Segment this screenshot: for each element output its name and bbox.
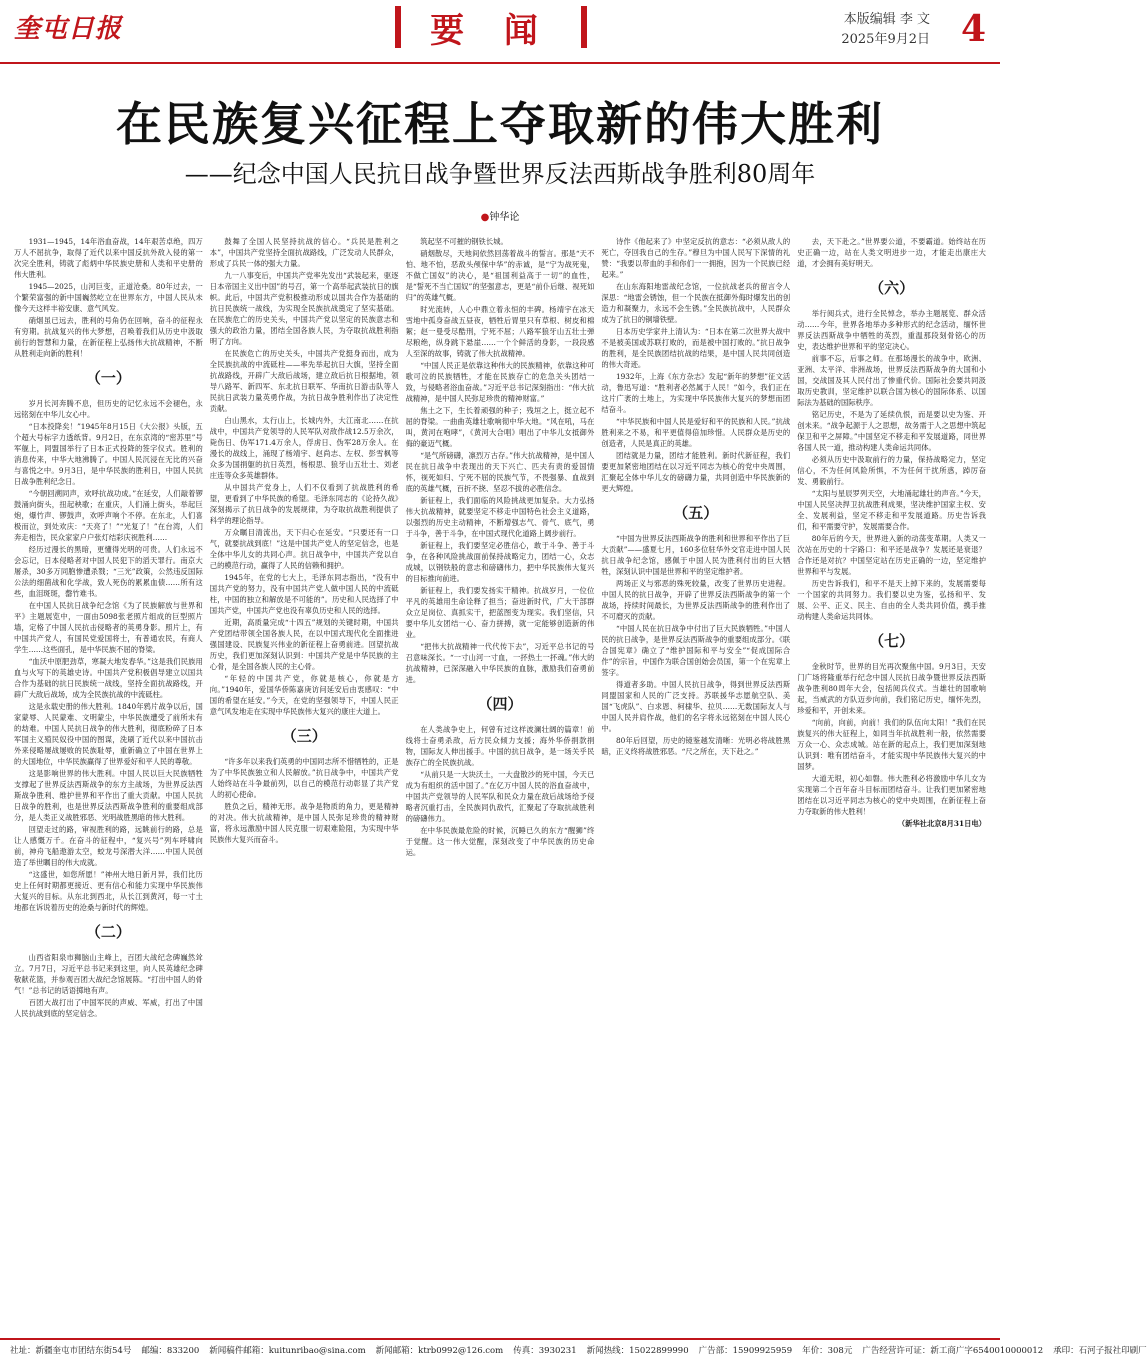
paragraph: 历史告诉我们，和平不是天上掉下来的，发展需要每一个国家的共同努力。我们要以史为鉴，弘扬和平、发展、公平、正义、民主、自由的全人类共同价值，携手推动构建人类命运共同体。 [797, 579, 986, 621]
paragraph: 近期，高质量完成“十四五”规划的关键时期，中国共产党团结带领全国各族人民，在以中国式现代化全面推进强国建设、民族复兴伟业的新征程上奋勇前进。回望抗战历史，我们更加深刻认识到：中国共产党是中华民族的主心骨，是全国各族人民的主心骨。 [209, 618, 399, 671]
section-heading: （七） [869, 632, 915, 650]
paragraph: 在民族危亡的历史关头，中国共产党挺身而出，成为全民族抗战的中流砥柱——率先举起抗日大旗，坚持全面抗战路线，开辟广大敌后战场，建立敌后抗日根据地，领导八路军、新四军、东北抗日联军、华南抗日游击队等人民抗日武装力量英勇作战，为抗日战争胜利作出了决定性贡献。 [209, 349, 399, 413]
section-heading: （四） [477, 695, 523, 713]
footer-item: 年价：308元 [802, 1346, 853, 1356]
paragraph: 万众瞩目清流出，天下归心在延安。“只要还有一口气，就要抗战到底！”这是中国共产党人的坚定信念，也是全体中华儿女的共同心声。抗日战争中，中国共产党以自己的模范行动，赢得了人民的信赖和拥护。 [209, 528, 399, 570]
paragraph: 胜负之后，精神无形。战争是物质的角力，更是精神的对决。伟大抗战精神，是中国人民弥足珍贵的精神财富，将永远激励中国人民克服一切艰难险阻，为实现中华民族伟大复兴而奋斗。 [209, 802, 399, 844]
section-heading: （三） [281, 727, 327, 745]
paragraph: “太阳与星辰罗列天空，大地涌起雄壮的声音。”今天，中国人民坚决捍卫抗战胜利成果，坚决维护国家主权、安全、发展利益，坚定不移走和平发展道路。历史告诉我们，和平需要守护，发展需要合作。 [797, 489, 986, 531]
paragraph: 在人类战争史上，何曾有过这样波澜壮阔的篇章！前线将士奋勇杀敌，后方民众倾力支援；海外华侨捐款捐物，国际友人伸出援手。中国的抗日战争，是一场关乎民族存亡的全民族抗战。 [405, 725, 595, 767]
paragraph: “从前只是一大块沃土，一大盘散沙的死中国，今天已成为有组织的活中国了。”在亿万中国人民的浴血奋战中，中国共产党领导的人民军队和民众力量在敌后战场给予侵略者沉重打击，全民族同仇敌忾，汇聚起了夺取抗战胜利的磅礴伟力。 [405, 770, 595, 823]
page-number: 4 [960, 8, 986, 50]
paragraph: 新征程上，我们要坚定必胜信心，敢于斗争、善于斗争，在各种风险挑战面前保持战略定力，团结一心，众志成城，以钢铁般的意志和磅礴伟力，把中华民族伟大复兴的目标推向前进。 [405, 541, 595, 583]
paragraph: 前事不忘，后事之师。在那场漫长的战争中，欧洲、亚洲、太平洋、非洲战场，世界反法西斯战争的大国和小国，交战国及其人民付出了惨重代价。国际社会要共同汲取历史教训，坚定维护以联合国为核心的国际体系、以国际法为基础的国际秩序。 [797, 354, 986, 407]
paragraph: 铭记历史，不是为了延续仇恨，而是要以史为鉴、开创未来。“战争起源于人之思想，故务需于人之思想中筑起保卫和平之屏障。”中国坚定不移走和平发展道路，同世界各国人民一道，推动构建人类命运共同体。 [797, 410, 986, 452]
paragraph: 这是影响世界的伟大胜利。中国人民以巨大民族牺牲支撑起了世界反法西斯战争的东方主战场，为世界反法西斯战争胜利、维护世界和平作出了重大贡献。中国人民抗日战争的胜利，也是世界反法西斯战争胜利的重要组成部分，是人类正义战胜邪恶、光明战胜黑暗的伟大胜利。 [14, 769, 203, 822]
paragraph: 白山黑水，太行山上，长城内外，大江南北……在抗战中，中国共产党领导的人民军队对敌作战12.5万余次，毙伤日、伪军171.4万余人，俘虏日、伪军28万余人。在漫长的战线上，涌现了杨靖宇、赵尚志、左权、彭雪枫等众多为国捐躯的抗日英烈，杨根思、狼牙山五壮士、刘老庄连等众多英雄群体。 [209, 416, 399, 480]
section-heading: （六） [869, 279, 915, 297]
paragraph: 80年后的今天，世界进入新的动荡变革期。人类又一次站在历史的十字路口：和平还是战争？发展还是衰退？合作还是对抗？中国坚定站在历史正确的一边，坚定维护世界和平与发展。 [797, 534, 986, 576]
text-column-2 [210, 236, 399, 1328]
paragraph: 金秋时节，世界的目光再次聚焦中国。9月3日，天安门广场将隆重举行纪念中国人民抗日战争暨世界反法西斯战争胜利80周年大会，包括阅兵仪式。当雄壮的国歌响起，当威武的方队迈步向前，我们铭记历史，缅怀先烈，珍爱和平，开创未来。 [797, 662, 986, 715]
byline-dot-icon: ● [480, 212, 490, 223]
paragraph: “这盛世，如您所愿！”神州大地日新月异，我们比历史上任何时期都更接近、更有信心和能力实现中华民族伟大复兴的目标。从东北到西北，从长江到黄河，每一寸土地都在诉说着历史的沧桑与新时代的辉煌。 [14, 870, 203, 912]
paragraph: 新征程上，我们要发扬实干精神。抗战岁月，一位位平凡的英雄用生命诠释了担当；奋进新时代，广大干部群众立足岗位、真抓实干，把蓝图变为现实。我们坚信，只要中华儿女团结一心、奋力拼搏，就一定能够创造新的伟业。 [405, 586, 595, 639]
section-heading: （一） [85, 369, 131, 387]
editor-info [841, 10, 930, 50]
paragraph: “是气所磅礴，凛烈万古存。”伟大抗战精神，是中国人民在抗日战争中表现出的天下兴亡、匹夫有责的爱国情怀，视死如归、宁死不屈的民族气节，不畏强暴、血战到底的英雄气概，百折不挠、坚忍不拔的必胜信念。 [405, 451, 595, 493]
paragraph: 日本历史学家井上清认为：“日本在第二次世界大战中不是被美国或苏联打败的，而是被中国打败的。”抗日战争的胜利，是全民族团结抗战的结果，是中国人民共同创造的伟大奇迹。 [601, 327, 791, 369]
section-heading: （二） [85, 923, 131, 941]
paragraph: “血沃中原肥劲草，寒凝大地发春华。”这是我们民族用血与火写下的英雄史诗。中国共产党积极倡导建立以国共合作为基础的抗日民族统一战线，坚持全面抗战路线，开辟广大敌后战场，成为全民族抗战的中流砥柱。 [14, 657, 203, 699]
text-column-3 [406, 236, 595, 1328]
paragraph: 回望走过的路，审视胜利的路，远眺前行的路，总是让人感慨万千。在奋斗的征程中，“复兴号”列车呼啸向前，神舟飞船遨游太空，蛟龙号深潜大洋……中国人民创造了举世瞩目的伟大成就。 [14, 825, 203, 867]
paragraph: 80年后回望，历史的镜鉴越发清晰：光明必将战胜黑暗，正义终将战胜邪恶。“尺之所在，天下赴之。” [601, 736, 791, 756]
footer-item: 承印：石河子报社印刷厂 [1053, 1346, 1147, 1356]
paragraph: 在中国人民抗日战争纪念馆《为了民族解放与世界和平》主题展览中，一面由5098张老照片组成的巨型照片墙，定格了中国人民抗击侵略者的英勇身影。照片上，有中国共产党人，有国民党爱国将士，有普通农民，有商人学生……这些面孔，是中华民族不屈的脊梁。 [14, 601, 203, 654]
paragraph: “年轻的中国共产党，你就是核心，你就是方向。”1940年，爱国华侨陈嘉庚访问延安后由衷感叹：“中国的希望在延安。”今天，在党的坚强领导下，中国人民正意气风发地走在实现中华民族伟大复兴的康庄大道上。 [209, 674, 399, 716]
paragraph: 筑起坚不可摧的钢铁长城。 [420, 237, 508, 246]
paragraph: 诗作《他起来了》中坚定反抗的意志：“必须从敌人的死亡，夺回我自己的生存。”穆旦为中国人民写下深情的礼赞：“我要以带血的手和你们一一拥抱，因为一个民族已经起来。” [601, 237, 791, 279]
paragraph: “向前，向前，向前！我们的队伍向太阳！”我们在民族复兴的伟大征程上，如同当年抗战胜利一般，依然需要万众一心、众志成城。站在新的起点上，我们更加深刻地认识到：唯有团结奋斗，才能实现中华民族伟大复兴的中国梦。 [797, 718, 986, 771]
footer-item: 社址：新疆奎屯市团结东街54号 [10, 1346, 132, 1356]
paper-name: 奎屯日报 [14, 14, 123, 44]
footer-item: 新闻稿件邮箱：kuitunribao@sina.com [209, 1346, 366, 1356]
paragraph: 两场正义与邪恶的殊死较量，改变了世界历史进程。中国人民的抗日战争，开辟了世界反法西斯战争的第一个战场，持续时间最长，为世界反法西斯战争的胜利作出了不可磨灭的贡献。 [601, 579, 791, 621]
paragraph: “许多年以来我们英勇的中国同志所不惜牺牲的，正是为了中华民族独立和人民解放。”抗日战争中，中国共产党人始终站在斗争最前列，以自己的模范行动彰显了共产党人的初心使命。 [209, 757, 399, 799]
section-label: 要 闻 [430, 10, 552, 51]
footer-item: 广告经营许可证：新工商广字6540010000012 [862, 1346, 1044, 1356]
paragraph: 经历过漫长的黑暗，更懂得光明的可贵。人们永远不会忘记，日本侵略者对中国人民犯下的滔天罪行。南京大屠杀，30多万同胞惨遭杀戮；“三光”政策，公然违反国际公法的细菌战和化学战，致人死伤的累累血债……所有这些，血泪斑斑，罄竹难书。 [14, 545, 203, 598]
article-subtitle: ——纪念中国人民抗日战争暨世界反法西斯战争胜利80周年 [184, 160, 816, 188]
paragraph: 鼓舞了全国人民坚持抗战的信心。“兵民是胜利之本”，中国共产党坚持全面抗战路线，广泛发动人民群众，形成了兵民一体的强大力量。 [209, 237, 399, 268]
paragraph: “日本投降矣！”1945年8月15日《大公报》头版，五个超大号标字力透纸背。9月2日，在东京湾的“密苏里”号军舰上，同盟国举行了日本正式投降的签字仪式。胜利的消息传来，中华大地沸腾了。中国人民沉浸在无比的兴奋与喜悦之中。9月3日，是中华民族的胜利日，中国人民抗日战争胜利纪念日。 [14, 422, 203, 486]
paragraph: “中国人民在抗日战争中付出了巨大民族牺牲。”中国人民的抗日战争，是世界反法西斯战争的重要组成部分。《联合国宪章》确立了“维护国际和平与安全”“促成国际合作”的宗旨，中国作为联合国创始会员国，第一个在宪章上签字。 [601, 624, 791, 677]
paragraph: 举行阅兵式，进行全民悼念，举办主题展览、群众活动……今年，世界各地举办多种形式的纪念活动，缅怀世界反法西斯战争中牺牲的英烈，重温那段刻骨铭心的历史，表达维护世界和平的坚定决心。 [797, 309, 986, 351]
paragraph: 硝烟散尽，天地间依然回荡着战斗的誓言。那是“天不怕、地不怕，恶敌头颅保中华”的赤诚，是“宁为战死鬼，不做亡国奴”的决心，是“祖国利益高于一切”的血性，是“誓死不当亡国奴”的坚强意志，更是“前仆后继、视死如归”的英雄气概。 [405, 249, 595, 302]
article-title: 在民族复兴征程上夺取新的伟大胜利 [116, 97, 884, 151]
footer-item: 邮编：833200 [141, 1346, 200, 1356]
paragraph: 在中华民族最危险的时候，沉睡已久的东方“醒狮”终于觉醒。这一伟大觉醒，深刻改变了中华民族的历史命运。 [405, 826, 595, 857]
paragraph: 得道者多助。中国人民抗日战争，得到世界反法西斯同盟国家和人民的广泛支持。苏联援华志愿航空队、美国“飞虎队”、白求恩、柯棣华、拉贝……无数国际友人与中国人民并肩作战，他们的名字将永远铭刻在中国人民心中。 [601, 680, 791, 733]
paragraph: 必须从历史中汲取前行的力量，保持战略定力，坚定信心，不为任何风险所惧，不为任何干扰所惑，踔厉奋发、勇毅前行。 [797, 455, 986, 486]
footer-item: 新闻邮箱：ktrb0992@126.com [375, 1346, 504, 1356]
dateline: （新华社北京8月31日电） [897, 819, 986, 828]
footer-item: 传真：3930231 [513, 1346, 577, 1356]
footer [0, 1338, 1147, 1364]
text-column-1 [14, 236, 203, 1328]
paragraph: 新征程上，我们面临的风险挑战更加复杂。大力弘扬伟大抗战精神，就要坚定不移走中国特色社会主义道路，以强烈的历史主动精神，不断增强志气、骨气、底气，勇于斗争，善于斗争，在中国式现代化道路上阔步前行。 [405, 496, 595, 538]
section-heading: （五） [673, 504, 719, 522]
byline [0, 208, 1000, 223]
paragraph: 硝烟虽已远去，胜利的号角仍在回响，奋斗的征程永有穷期。抗战复兴的伟大梦想，召唤着我们从历史中汲取前行的智慧和力量，在新征程上弘扬伟大抗战精神，不断从胜利走向新的胜利！ [14, 316, 203, 358]
paragraph: 去，天下赴之。”世界要公道，不要霸道。始终站在历史正确一边，站在人类文明进步一边，才能走出康庄大道，才会拥有美好明天。 [797, 237, 986, 268]
text-column-4 [601, 236, 790, 1328]
section-label-box [395, 6, 587, 51]
text-column-5 [797, 236, 986, 1328]
paragraph: 百团大战打出了中国军民的声威、军威，打出了中国人民抗战到底的坚定信念。 [14, 998, 203, 1018]
top-rule [0, 62, 1000, 64]
paragraph: 1945—2025，山河巨变，正道沧桑。80年过去，一个繁荣富强的新中国巍然屹立在世界东方，中国人民从未像今天这样丰裕安康、意气风发。 [14, 282, 203, 313]
footer-item: 广告部：15909925959 [698, 1346, 793, 1356]
paragraph: 九一八事变后，中国共产党率先发出“武装起来，驱逐日本帝国主义出中国”的号召，第一个高举起武装抗日的旗帜。此后，中国共产党积极推动形成以国共合作为基础的抗日民族统一战线，为实现全民族抗战奠定了坚实基础。在民族危亡的历史关头，中国共产党以坚定的民族意志和强大的政治力量，团结全国各族人民，为夺取抗战胜利指明了方向。 [209, 271, 399, 346]
issue-date: 2025年9月2日 [841, 32, 930, 47]
paragraph: “中国为世界反法西斯战争的胜利和世界和平作出了巨大贡献”——盛夏七月，160多位驻华外交官走进中国人民抗日战争纪念馆，感佩于中国人民为胜利付出的巨大牺牲，深刻认识中国是世界和平的坚定维护者。 [601, 534, 791, 576]
editor-name: 本版编辑 李 文 [843, 12, 930, 27]
paragraph: “今朝回溯同声，欢呼抗战功成。”在延安，人们敲着锣鼓涌向街头，扭起秧歌；在重庆，人们涌上街头，举起巨炮，爆竹声、锣鼓声，欢呼声响个不停。在东北，人们喜极而泣，到处欢庆：“天亮了！”“光复了！”在台湾，人们奔走相告，民众家家户户张灯结彩庆祝胜利…… [14, 489, 203, 542]
paragraph: 在山东海阳地雷战纪念馆，一位抗战老兵的留言令人深思：“地雷会锈蚀，但一个民族在抵御外侮时爆发出的创造力和凝聚力，永远不会生锈。”全民族抗战中，人民群众成为了抗日的铜墙铁壁。 [601, 282, 791, 324]
article-body [14, 236, 986, 1328]
paragraph: 大道无垠，初心如磐。伟大胜利必将激励中华儿女为实现第二个百年奋斗目标而团结奋斗。让我们更加紧密地团结在以习近平同志为核心的党中央周围，在新征程上奋力夺取新的伟大胜利！ [797, 774, 986, 816]
paragraph: 1945年，在党的七大上，毛泽东同志指出，“没有中国共产党的努力，没有中国共产党人做中国人民的中流砥柱，中国的独立和解放是不可能的”。历史和人民选择了中国共产党，中国共产党也没有辜负历史和人民的选择。 [209, 573, 399, 615]
paragraph: 1931—1945，14年浴血奋战，14年艰苦卓绝，四万万人不屈抗争，取得了近代以来中国反抗外敌入侵的第一次完全胜利，铸就了彪炳中华民族史册和人类和平史册的伟大胜利。 [14, 237, 203, 279]
author-name: 钟华论 [489, 212, 520, 223]
paragraph: 从中国共产党身上，人们不仅看到了抗战胜利的希望，更看到了中华民族的希望。毛泽东同志的《论持久战》深刻揭示了抗日战争的发展规律，为夺取抗战胜利提供了科学的理论指导。 [209, 483, 399, 525]
paragraph: 焦土之下，生长着顽强的种子；残垣之上，挺立起不屈的脊梁。一曲曲英雄壮歌响彻中华大地。“风在吼，马在叫，黄河在咆哮”，《黄河大合唱》唱出了中华儿女抵御外侮的豪迈气概。 [405, 406, 595, 448]
paragraph: 这是永载史册的伟大胜利。1840年鸦片战争以后，国家蒙辱、人民蒙难、文明蒙尘，中华民族遭受了前所未有的劫难。中国人民抗日战争的伟大胜利，彻底粉碎了日本军国主义殖民奴役中国的图谋，洗刷了近代以来中国抗击外来侵略屡战屡败的民族耻辱，重新确立了中国在世界上的大国地位，中华民族赢得了世界爱好和平人民的尊敬。 [14, 702, 203, 766]
footer-item: 新闻热线：15022899990 [586, 1346, 689, 1356]
paragraph: “把伟大抗战精神一代代传下去”，习近平总书记的号召意味深长。“一寸山河一寸血，一抔热土一抔魂。”伟大的抗战精神，已深深融入中华民族的血脉，激励我们奋勇前进。 [405, 642, 595, 684]
paragraph: 山西省阳泉市狮脑山主峰上，百团大战纪念碑巍然耸立。7月7日，习近平总书记来到这里，向人民英雄纪念碑敬献花篮，并参观百团大战纪念馆展陈。“打出中国人的骨气！”总书记的话语掷地有声。 [14, 953, 203, 995]
paragraph: “中国人民正是依靠这种伟大的民族精神，依靠这种可歌可泣的民族牺牲，才能在民族存亡的危急关头团结一致，与侵略者浴血奋战。”习近平总书记深刻指出：“伟大抗战精神，是中国人民弥足珍贵的精神财富。” [405, 361, 595, 403]
paragraph: “中华民族和中国人民是爱好和平的民族和人民。”抗战胜利来之不易，和平更值得倍加珍惜。人民群众是历史的创造者，人民是真正的英雄。 [601, 417, 791, 448]
paragraph: 时光流转，人心中鼎立着永恒的丰碑。杨靖宇在冰天雪地中孤身奋战五昼夜，牺牲后胃里只有草根、树皮和棉絮；赵一曼受尽酷刑，宁死不屈；八路军狼牙山五壮士弹尽粮绝，纵身跳下悬崖……一个个鲜活的身影，一段段感人至深的故事，铸就了伟大抗战精神。 [405, 305, 595, 358]
paragraph: 岁月长河奔腾不息，但历史的记忆永远不会褪色，永远铭刻在中华儿女心中。 [14, 399, 203, 419]
paragraph: 1932年，上海《东方杂志》发起“新年的梦想”征文活动，鲁迅写道：“胜利者必然属于人民！”如今，我们正在这片广袤的土地上，为实现中华民族伟大复兴的梦想而团结奋斗。 [601, 372, 791, 414]
paragraph: 团结就是力量，团结才能胜利。新时代新征程，我们要更加紧密地团结在以习近平同志为核心的党中央周围，汇聚起全体中华儿女的磅礴力量，共同创造中华民族新的更大辉煌。 [601, 451, 791, 493]
